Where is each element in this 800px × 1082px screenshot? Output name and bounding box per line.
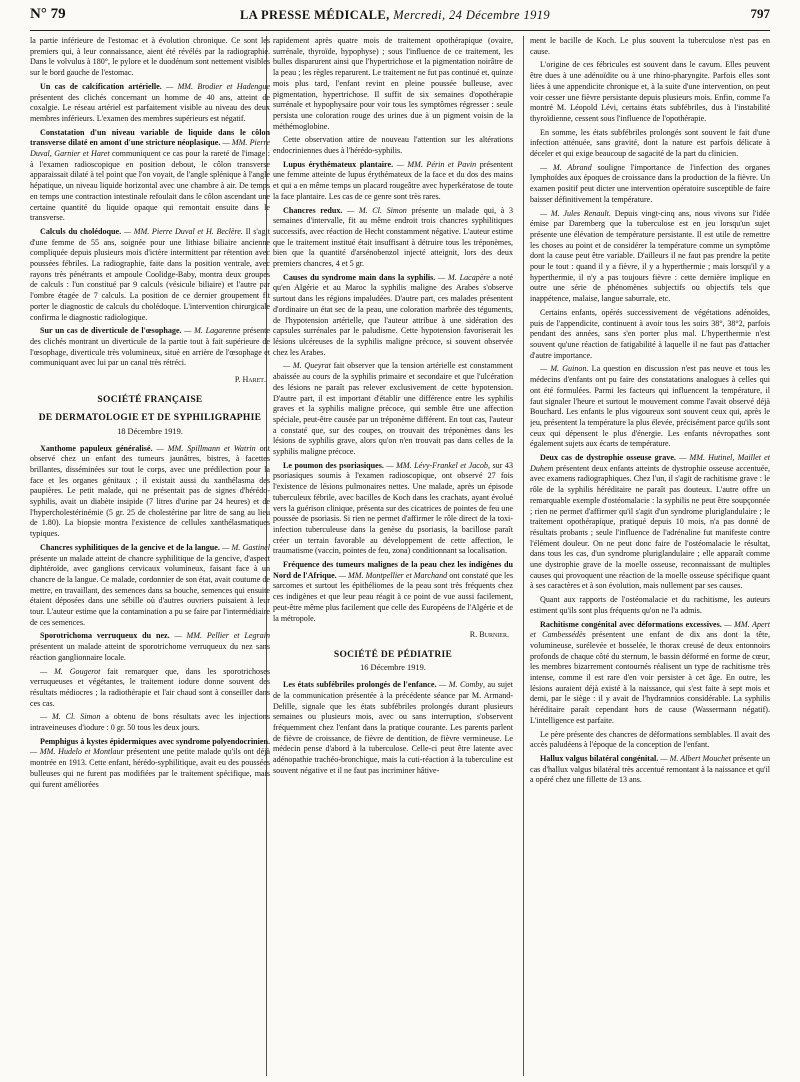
communication-title: Hallux valgus bilatéral congénital.	[540, 754, 659, 763]
communication	[30, 631, 270, 663]
paragraph: la partie inférieure de l'estomac et à évolution chronique. Ce sont les premiers qui, à leur connaissance, aient été révélés par la radiographie. Dans le volvulus à 180°, le pylore et le duodénum sont nettement visibles sur le bord gauche de l'estomac.	[30, 36, 270, 78]
communication-authors: — M. Lacapère	[438, 272, 490, 282]
communication-text: communiquent ce cas pour la rareté de l'image : à l'examen radioscopique en position debout, le côlon transverse apparaissait dilaté à tel point que l'on voyait, de l'angle splénique à l'angle hépatique, un niveau liquide horizontal avec une chambre à air. De temps en temps une contraction intestinale refoulait dans le côlon ascendant une certaine quantité du liquide opaque qui remontait ensuite dans le transverse.	[30, 149, 270, 223]
paragraph	[530, 163, 770, 206]
communication-text: présentent des clichés concernant un homme de 40 ans, atteint de coxalgie. Le réseau artériel est parfaitement visible au niveau des deux membres inférieurs. L'examen des membres supérieurs est négatif.	[30, 92, 270, 123]
section-date: 18 Décembre 1919.	[117, 426, 183, 436]
communication-authors: — MM. Spillmann et Watrin	[156, 443, 256, 453]
communication-text: fait remarquer que, dans les sporotrichoses verruqueuses et végétantes, le traitement iodure donne souvent des résultats médiocres ; la radiothérapie et l'air chaud sont à conseiller dans ces cas.	[30, 666, 270, 708]
communication-title: Constatation d'un niveau variable de liquide dans le côlon transverse dilaté en amont d'une stricture néoplasique.	[30, 127, 270, 148]
communication	[30, 444, 270, 540]
communication-authors: — M. Cl. Simon	[40, 712, 101, 722]
communication	[530, 453, 770, 592]
communication-authors: — M. Gougerot	[40, 666, 101, 676]
communication-authors: — MM. Hutinel, Maillet et Duhem	[530, 453, 770, 473]
communication-text: présente un malade atteint de chancre syphilitique de la gencive, d'aspect diphtéroïde, avec ganglions cervicaux volumineux, faisant face à un chancre de la langue. Ce malade, cordonnier de son état, avait coutume de mettre, en travaillant, des semences dans sa bouche, semences qui ensuite étaient déposées dans une sébille où d'autres ouvriers puisaient à leur tour. L'auteur estime que la contamination a pu se faire par l'intermédiaire de ces semences.	[30, 553, 270, 627]
communication-text: a noté qu'en Algérie et au Maroc la syphilis maligne des Arabes s'observe surtout dans les régions impaludées. D'autre part, ces malades présentent d'ordinaire un état sec de la peau, une coloration marbrée des téguments, de l'hypotension artérielle, que l'auteur attribue à une sidération des capsules surrénales par le paludisme. Cette hypotension favoriserait les lésions ulcéreuses de la syphilis maligne précoce, si souvent observée chez les Arabes.	[273, 272, 513, 357]
communication-title: Rachitisme congénital avec déformations excessives.	[540, 619, 722, 629]
communication-text: présente un malade qui, à 3 semaines d'intervalle, fit au même endroit trois chancres syphilitiques successifs, avec réaction de Hecht constamment négative. L'auteur estime que le traitement institué était insuffisant à détruire tous les tréponèmes, bien que la quantité d'arsénobenzol injecté atteignit, lors des deux premiers chancres, 4 et 5 gr.	[273, 205, 513, 269]
journal-title: LA PRESSE MÉDICALE,	[240, 8, 390, 22]
communication-text: présentent un malade atteint de sporotrichome verruqueux du nez sans réaction ganglionnaire locale.	[30, 642, 270, 662]
section-date: 16 Décembre 1919.	[360, 663, 426, 673]
communication-text: présentent une petite malade qu'ils ont déjà montrée en 1913. Cette enfant, hérédo-syphilitique, avait eu des poussées bulleuses qui ne furent pas modifiées par le traitement spécifique, mais qui furent améliorées	[30, 747, 270, 789]
communication-authors: — MM. Périn et Pavin	[396, 159, 477, 169]
communication-text: ont observé chez un enfant des tumeurs jaunâtres, bistres, à facettes brillantes, disséminées sur tout le corps, avec une prédilection pour la face et les organes génitaux ; il existait aussi du xanthélasma des paupières. Le petit malade, qui ne présentait pas de signes d'hérédo-syphilis, avait un diabète insipide (7 litres d'urine par 24 heures) et de l'hypercholestérinémie (5 gr. 25 de cholestérine par litre de sang au lieu de 1.80). La biopsie montra l'existence de cellules xanthélasmatiques typiques.	[30, 443, 270, 539]
communication-text: présentent une enfant de dix ans dont la tête, volumineuse, surélevée et bosselée, le thorax creusé de deux entonnoirs profonds de chaque côté du sternum, le bassin déformé en forme de cœur, les membres bizarrement contournés réalisent un type de rachitisme très intense, comme il est rare d'en voir persister à cet âge. En outre, les lésions auraient déjà existé à la naissance, qui s'est faite à sept mois et demi, par le siège : il y avait de l'hydramnios considérable. La syphilis héréditaire paraît cependant hors de cause (Wassermann négatif). L'intelligence est parfaite.	[530, 630, 770, 725]
communication-text: a obtenu de bons résultats avec les injections intraveineuses d'iodure : 0 gr. 50 tous les deux jours.	[30, 712, 270, 733]
communication-authors: — MM. Pellier et Legrain	[174, 631, 270, 641]
communication-authors: — M. Cl. Simon	[347, 205, 407, 215]
communication-title: Calculs du cholédoque.	[40, 226, 122, 236]
page-number-left: N° 79	[30, 6, 66, 22]
communication-text: souligne l'importance de l'infection des organes lymphoïdes aux époques de croissance dans la production de la fièvre. Un examen positif peut dicter une intervention opératoire susceptible de faire baisser définitivement la température.	[530, 162, 770, 204]
communication-text: , sur 43 psoriasiques soumis à l'examen radioscopique, ont observé 27 fois l'existence de lésions pulmonaires nettes. Une malade, après un épisode tuberculeux fébrile, avec bacilles de Koch dans les crachats, ayant évolué vers la guérison clinique, présenta sur des cicatrices de pointes de feu une poussée de psoriasis. Si rien ne permet d'affirmer le rôle direct de la toxi-infection tuberculeuse dans la genèse du psoriasis, la bacillose paraît créer un terrain favorable au développement de cette affection, le traumatisme (vaccin, pointes de feu, zona) conditionnant sa localisation.	[273, 460, 513, 556]
communication-title: Causes du syndrome main dans la syphilis.	[283, 272, 436, 282]
communication	[30, 227, 270, 323]
paragraph	[530, 364, 770, 450]
column-divider	[523, 36, 524, 1076]
communication-authors: — MM. Pierre Duval et H. Beclère.	[123, 226, 243, 236]
communication-title: Pemphigus à kystes épidermiques avec syndrome polyendocrinien.	[40, 736, 270, 746]
communication	[273, 206, 513, 270]
communication-title: Fréquence des tumeurs malignes de la peau chez les indigènes du Nord de l'Afrique.	[273, 560, 513, 580]
communication-text: ont constaté que les sarcomes et surtout les épithéliomes de la peau sont très fréquents chez ces indigènes et que leur peau réagit à ce point de vue aussi facilement, peut-être même plus facilement que celle des Européens de l'Algérie et de la métropole.	[273, 570, 513, 623]
column-1	[30, 36, 270, 1076]
paragraph	[273, 361, 513, 457]
communication	[273, 680, 513, 776]
communication-authors: — M. Lagarenne	[184, 326, 241, 336]
communication-title: Chancres redux.	[283, 205, 343, 215]
page-number-right: 797	[750, 6, 770, 21]
running-title	[240, 8, 550, 23]
communication-authors: — M. Gastinel	[222, 542, 270, 552]
communication-text: La question en discussion n'est pas neuve et tous les médecins d'enfants ont pu faire des constatations analogues à celles qui ont été formulées. Parmi les facteurs qui influencent la température, il faut signaler l'heure et surtout le mouvement comme l'avait observé déjà Bouchard. Les enfants le plus vigoureux sont souvent ceux qui, après le jeu, présentent la température la plus élevée, précisément parce qu'ils sont ceux qui dépensent le plus d'énergie. Les enfants névropathes sont également sujets aux écarts de température.	[530, 364, 770, 449]
paragraph: Le père présente des chancres de déformations semblables. Il avait des accès paludéens à l'époque de la conception de l'enfant.	[530, 729, 770, 750]
signature: R. Burnier.	[469, 630, 509, 640]
communication	[530, 754, 770, 786]
communication-authors: — M. Albert Mouchet	[660, 754, 731, 763]
communication-text: Depuis vingt-cinq ans, nous vivons sur l'idée émise par Daremberg que la tuberculose est en jeu lorsqu'un sujet présente une élévation de température persistante. Il est utile de remettre les choses au point et de considérer la température comme un symptôme dont la cause peut être variable. D'ailleurs il ne faut pas prendre la petite pour le tout : quand il y a fièvre, il y a hyperthermie ; mais lorsqu'il y a hyperthermie, il n'y a pas toujours fièvre : cette dernière implique en outre une série de phénomènes subjectifs ou objectifs tels que inappétence, malaise, langue saburrale, etc.	[530, 208, 770, 304]
communication	[30, 737, 270, 791]
communication-text: présentent une femme atteinte de lupus érythémateux de la face et du dos des mains et qui a en même temps un placard rougeâtre avec hyperkératose de toute la face plantaire. Les cas de ce genre sont très rares.	[273, 159, 513, 201]
communication-authors: — M. Abrand	[540, 162, 592, 172]
paragraph: Cette observation attire de nouveau l'attention sur les altérations endocriniennes dues à l'hérédo-syphilis.	[273, 135, 513, 156]
column-3	[530, 36, 770, 1076]
communication-text: fait observer que la tension artérielle est constamment abaissée au cours de la syphilis primaire et secondaire et que l'ulcération des lésions ne paraît pas relever exclusivement de cette hypotension. D'autre part, il est important d'établir une différence entre les syphilis graves et la syphilis maligne précoce, qui semble être une affection spéciale, peut-être causée par un tréponème différent. En tout cas, l'auteur a constaté que, sur des coupes, on trouvait des tréponèmes dans les lésions de syphilis grave, alors qu'on n'en trouvait pas dans celles de la syphilis maligne précoce.	[273, 361, 513, 457]
communication-authors: — M. Comby	[439, 680, 483, 690]
communication	[30, 82, 270, 125]
communication-authors: — MM. Brodier et Hadengue	[166, 81, 270, 91]
communication-authors: — MM. Pierre Duval, Garnier et Haret	[30, 138, 270, 159]
signature: P. Haret.	[234, 375, 266, 385]
paragraph	[30, 667, 270, 710]
communication-title: Lupus érythémateux plantaire.	[283, 159, 394, 169]
communication-authors: — M. Guinon.	[540, 364, 589, 374]
paragraph	[530, 209, 770, 305]
communication-authors: — MM. Lévy-Frankel et Jacob	[386, 460, 488, 470]
communication	[30, 128, 270, 224]
communication-title: Deux cas de dystrophie osseuse grave.	[540, 453, 676, 463]
communication-authors: — M. Queyrat	[283, 361, 331, 371]
paragraph: ment le bacille de Koch. Le plus souvent la tuberculose n'est pas en cause.	[530, 36, 770, 56]
communication	[530, 620, 770, 727]
communication-text: présente un cas d'hallux valgus bilatéral très accentué remontant à la naissance et qu'il a opéré chez une fillette de 13 ans.	[530, 754, 770, 785]
page-header	[30, 4, 770, 31]
section-title: SOCIÉTÉ DE PÉDIATRIE	[333, 649, 453, 660]
communication-title: Le poumon des psoriasiques.	[283, 460, 384, 470]
communication-title: Sporotrichoma verruqueux du nez.	[40, 631, 170, 641]
communication	[273, 560, 513, 624]
communication	[273, 160, 513, 203]
communication-text: , au sujet de la communication présentée à la précédente séance par M. Armand-Delille, signale que les états subfébriles prolongés durant plusieurs semaines ou plusieurs mois, avec ou sans interruption, s'observent fréquemment chez l'enfant dans la pratique courante. Les parents parlent de fièvre de croissance, de fièvre de dentition, de fièvre vermineuse. Le médecin pense d'abord à la tuberculose. Celle-ci peut être latente avec adénopathie trachéo-bronchique, mais la cuti-réaction à la tuberculine est souvent négative et il ne faut pas incriminer hâtive-	[273, 680, 513, 775]
column-2	[273, 36, 513, 1076]
paragraph: L'origine de ces fébricules est souvent dans le cavum. Elles peuvent être dues à une adénoïdite ou à une rhino-pharyngite. Parfois elles sont liées à une appendicite chronique et, à la suite d'une intervention, on peut voir cesser une fièvre persistante depuis plusieurs mois. Enfin, comme l'a montré M. Léopold Lévi, certains états subfébriles, dus à l'instabilité thyroïdienne, cessent sous l'influence de l'opothérapie.	[530, 60, 770, 123]
communication-authors: — MM. Montpellier et Marchand	[338, 570, 448, 580]
communication-authors: — MM. Apert et Cambessédès	[530, 619, 770, 640]
communication-title: Un cas de calcification artérielle.	[40, 81, 162, 91]
communication	[30, 326, 270, 369]
communication-text: Il s'agit d'une femme de 55 ans, soignée pour une lithiase biliaire ancienne compliquée depuis plusieurs mois d'ictère intermittent par rétention avec poussées fébriles. La radiographie, faite dans la position ventrale, avec rayons très pénétrants et ampoule Coolidge-Baby, montra deux groupes de calculs : l'un constitué par 9 calculs (vésicule biliaire) et l'autre par l'ombre étagée de 7 calculs. La position de ce dernier groupement fit porter le diagnostic de calculs du cholédoque. L'intervention chirurgicale confirma le diagnostic radiologique.	[30, 226, 270, 322]
paragraph: Certains enfants, opérés successivement de végétations adénoïdes, puis de l'appendicite, continuent à avoir tous les soirs 38°, 38°2, parfois pendant des années, sans s'en porter plus mal. L'hyperthermie n'est souvent qu'une réaction de fatigabilité à laquelle il ne faut pas d'attacher d'autre importance.	[530, 307, 770, 360]
communication	[273, 461, 513, 557]
communication-title: Chancres syphilitiques de la gencive et de la langue.	[40, 542, 220, 552]
communication-title: Xanthome papuleux généralisé.	[40, 443, 153, 453]
paragraph	[30, 712, 270, 733]
communication	[30, 543, 270, 629]
communication	[273, 273, 513, 359]
communication-title: Les états subfébriles prolongés de l'enfance.	[283, 680, 437, 690]
communication-text: présentent deux enfants atteints de dystrophie osseuse accentuée, avec examens radiographiques. Chez l'un, il s'agit de rachitisme grave : le rôle de la syphilis héréditaire ne paraît pas douteux. L'autre offre un remarquable exemple d'ostéomalacie : la syphilis ne peut être soupçonnée ; rien ne permet d'affirmer qu'il s'agit d'un syndrome pluriglandulaire ; le traitement opothérapique, pratiqué depuis 10 mois, n'a pas donné de résultats probants ; seule l'influence de l'adrénaline fut manifeste contre l'élément douleur. On ne peut donc faire de l'ostéomalacie le résultat, dans tous les cas, d'un syndrome pluriglandulaire ; elle apparaît comme une dystrophie grave de la moelle osseuse, reconnaissant de multiples causes qui provoquent une réaction de la moelle osseuse spécifique quant à ses caractères et à son évolution, mais nullement par ses causes.	[530, 463, 770, 591]
communication-authors: — MM. Hudelo et Montlaur	[30, 747, 124, 757]
issue-date: Mercredi, 24 Décembre 1919	[393, 8, 551, 22]
communication-authors: — M. Jules Renault.	[540, 208, 611, 218]
section-title: DE DERMATOLOGIE ET DE SYPHILIGRAPHIE	[38, 413, 262, 424]
communication-title: Sur un cas de diverticule de l'œsophage.	[40, 326, 182, 336]
paragraph: Quant aux rapports de l'ostéomalacie et du rachitisme, les auteurs estiment qu'ils sont plus fréquents qu'on ne l'a admis.	[530, 595, 770, 615]
paragraph: rapidement après quatre mois de traitement opothérapique (ovaire, surrénale, thyroïde, hypophyse) ; sous l'influence de ce traitement, les bulles disparurent ainsi que l'hypertrichose et la pigmentation noirâtre de la peau ; les règles reparurent. Le traitement ne fut pas continué et, quinze mois plus tard, l'enfant revint en pleine poussée bulleuse, avec pigmentation, hypertrichose. Il suffit de six semaines d'opothérapie surrénale et hypophysaire pour voir tous les symptômes régresser : seule persista une coloration rouge des urines due à un pigment voisin de la méthémoglobine.	[273, 36, 513, 131]
communication-text: présente des clichés montrant un diverticule de la partie tout à fait supérieure de l'œsophage, diverticule très volumineux, situé en arrière de l'œsophage et communiquant avec lui par un canal très rétréci.	[30, 326, 270, 368]
section-title: SOCIÉTÉ FRANÇAISE	[97, 394, 203, 405]
paragraph: En somme, les états subfébriles prolongés sont souvent le fait d'une infection atténuée, sans gravité, dont la nature est parfois délicate à déceler et qui exige beaucoup de sagacité de la part du clinicien.	[530, 127, 770, 159]
